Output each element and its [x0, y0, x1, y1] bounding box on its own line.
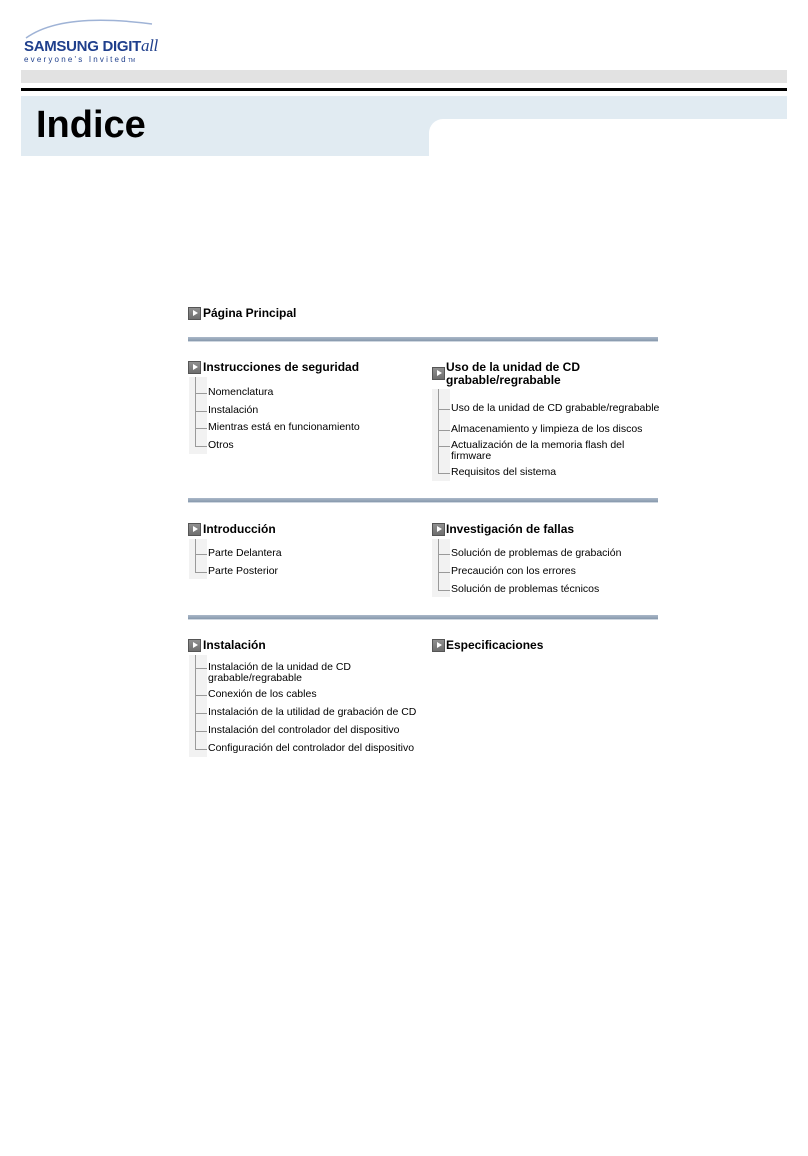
link-main-page[interactable]: Página Principal	[203, 306, 297, 320]
arrow-bullet-icon	[432, 367, 445, 380]
arrow-bullet-icon	[188, 361, 201, 374]
section-divider	[188, 615, 658, 620]
link-troubleshooting[interactable]: Investigación de fallas	[446, 522, 575, 536]
samsung-logo	[24, 22, 158, 66]
link-specs[interactable]: Especificaciones	[446, 638, 544, 652]
link-safety[interactable]: Instrucciones de seguridad	[203, 360, 360, 374]
section-divider	[188, 498, 658, 503]
arrow-bullet-icon	[432, 523, 445, 536]
arrow-bullet-icon	[432, 639, 445, 652]
section-divider	[188, 337, 658, 342]
link-usage[interactable]: Uso de la unidad de CD grabable/regrabable	[446, 360, 581, 387]
logo-tagline: everyone's InvitedTM	[24, 55, 136, 64]
link-installation[interactable]: Instalación	[203, 638, 266, 652]
arrow-bullet-icon	[188, 639, 201, 652]
header-grey-bar	[21, 70, 787, 83]
header-rule	[21, 88, 787, 91]
arrow-bullet-icon	[188, 523, 201, 536]
arrow-bullet-icon	[188, 307, 201, 320]
page-title: Indice	[36, 104, 146, 146]
link-intro[interactable]: Introducción	[203, 522, 276, 536]
logo-brand: SAMSUNG DIGITall	[24, 36, 158, 55]
